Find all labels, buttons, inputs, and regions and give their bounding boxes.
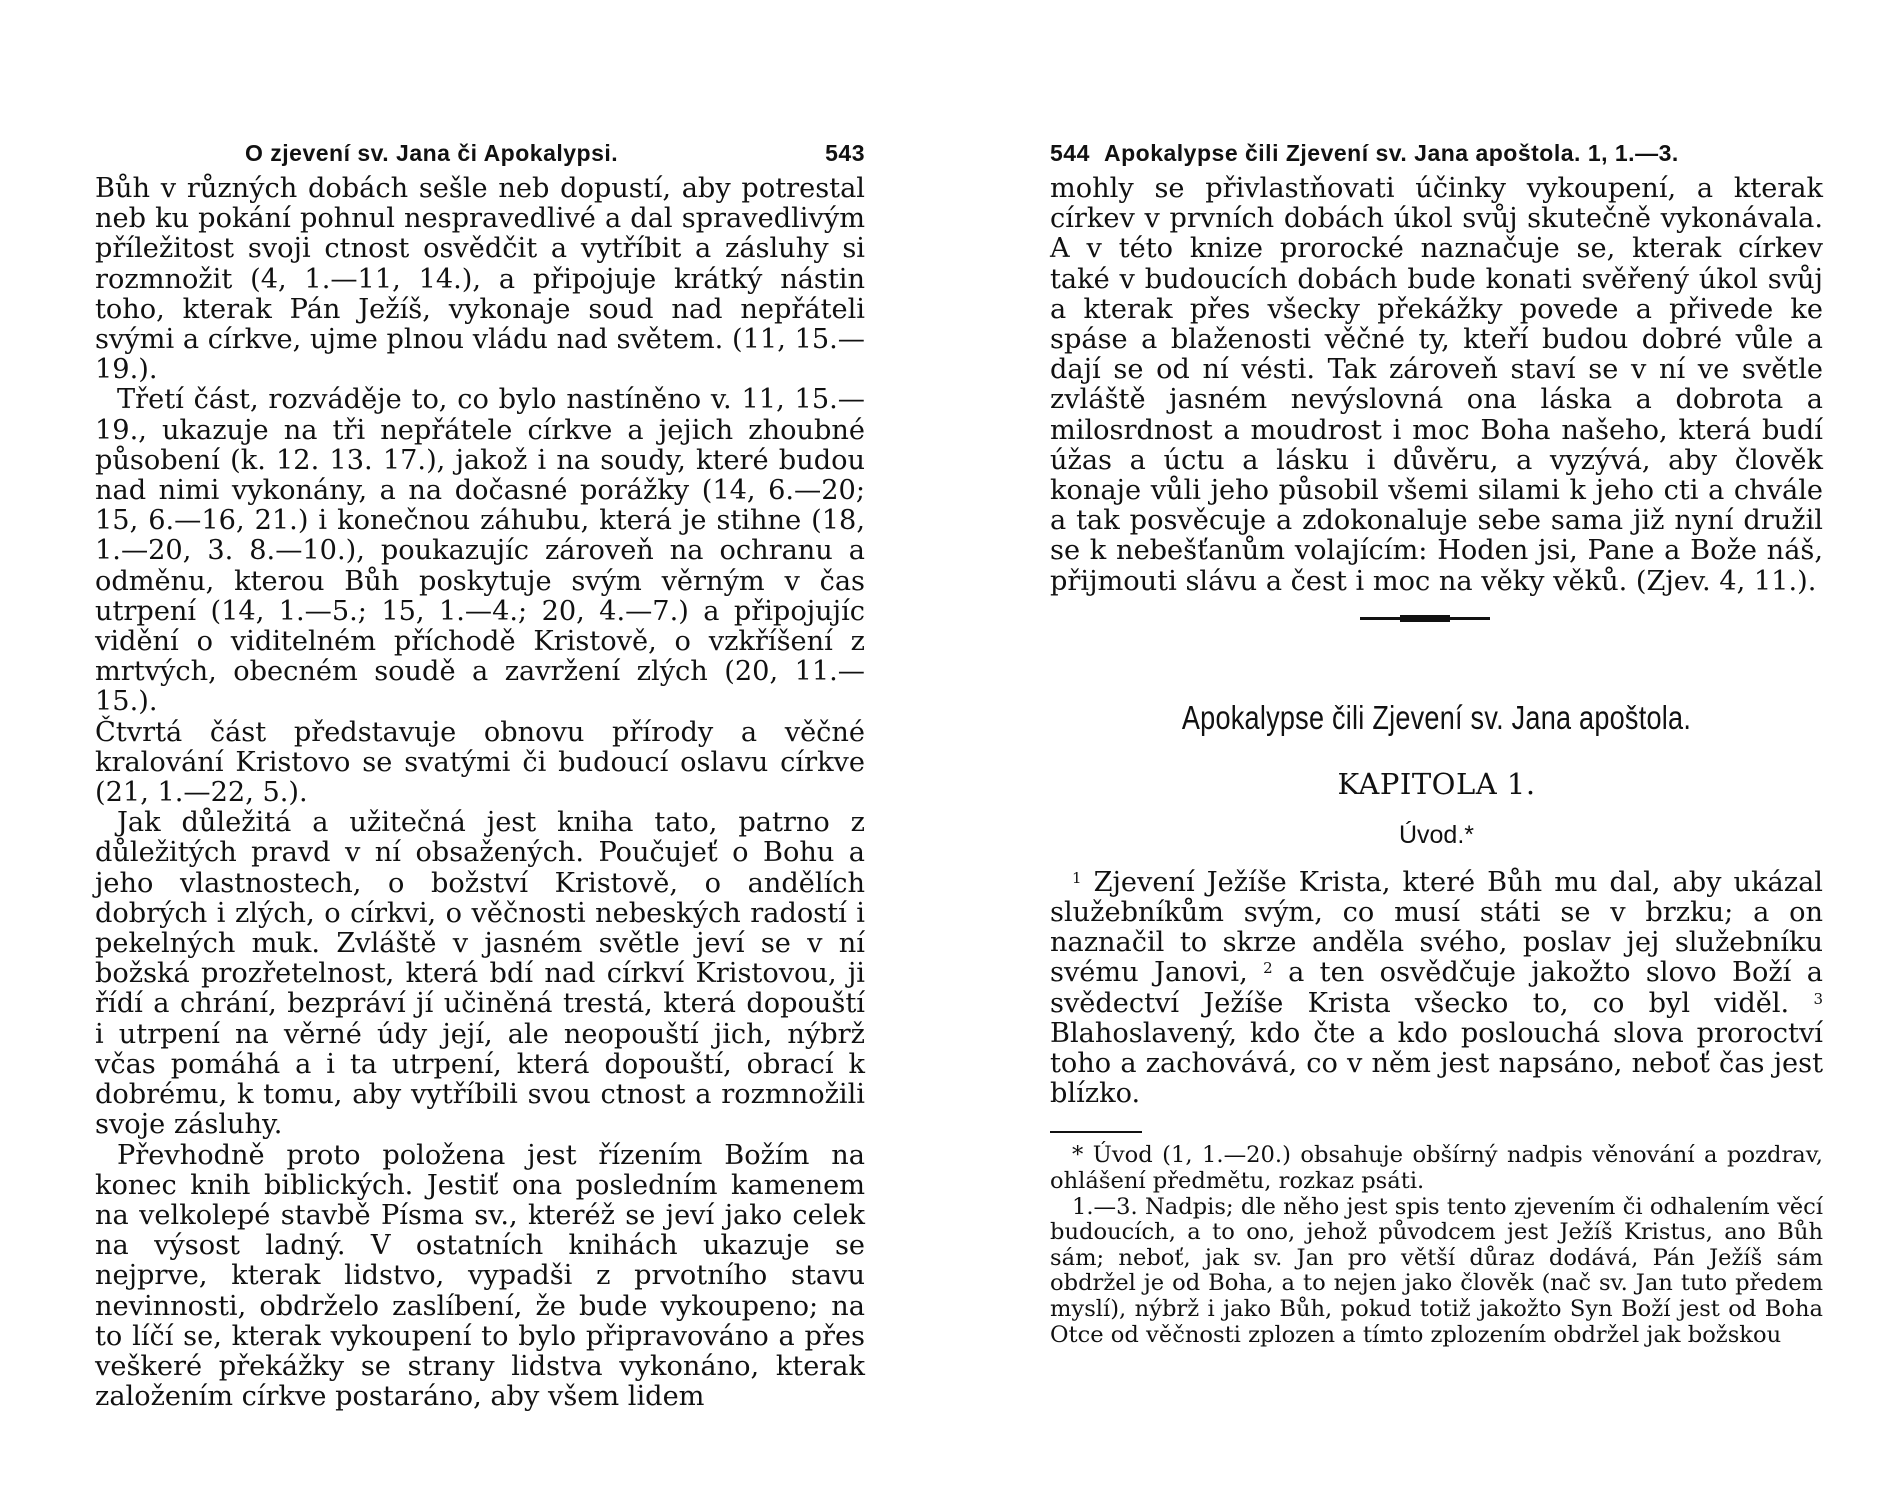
book-title: Apokalypse čili Zjevení sv. Jana apoštola. [1181,698,1692,736]
chapter-heading: KAPITOLA 1. [1337,766,1536,801]
right-running-title: Apokalypse čili Zjevení sv. Jana apoštola. 1, 1.—3. [1104,140,1679,166]
verse-text: Blahoslavený, kdo čte a kdo poslouchá slova proroctví toho a zachovává, co v něm jest napsáno, neboť čas jest blízko. [1050,1017,1823,1110]
right-running-head [1050,140,1823,174]
footnote-rule [1050,1131,1142,1133]
left-running-head [95,140,865,174]
footnote: 1.—3. Nadpis; dle něho jest spis tento zjevením či odhalením věcí budoucích, a to ono, jehož původcem jest Ježíš Kristus, ano Bůh sám; neboť, jak sv. Jan pro větší důraz dodává, Pán Ježíš sám obdržel je od Boha, a to nejen jako člověk (nač sv. Jan tuto předem myslí), nýbrž i jako Bůh, pokud totiž jakožto Syn Boží jest od Boha Otce od věčnosti zplozen a tímto zplozením obdržel jak božskou [1050,1193,1823,1348]
left-paragraph: Jak důležitá a užitečná jest kniha tato, patrno z důležitých pravd v ní obsažených. Poučujeť o Bohu a jeho vlastnostech, o božství Kristově, o andělích dobrých i zlých, o církvi, o věčnosti nebeských radostí i pekelných muk. Zvláště v jasném světle jeví se v ní božská prozřetelnost, která bdí nad církví Kristovou, ji řídí a chrání, bezpráví jí učiněná trestá, která dopouští i utrpení na věrné údy její, ale neopouští jich, nýbrž včas pomáhá a i ta utrpení, která dopouští, obrací k dobrému, k tomu, aby vytříbili svou ctnost a rozmnožili svoje zásluhy. [95,807,865,1141]
verse-text: a ten osvědčuje jakožto slovo Boží a svědectví Ježíše Krista všecko to, co byl viděl. [1050,957,1823,1019]
left-paragraph: Převhodně proto položena jest řízením Božím na konec knih biblických. Jestiť ona posledním kamenem na velkolepé stavbě Písma sv., kteréž se jeví jako celek na výsost ladný. V ostatních knihách ukazuje se nejprve, kterak lidstvo, vypadši z prvotního stavu nevinnosti, obdrželo zaslíbení, že bude vykoupeno; na to líčí se, kterak vykoupení to bylo připravováno a přes veškeré překážky se strany lidstva vykonáno, kterak založením církve postaráno, aby všem lidem [95,1139,865,1413]
left-page [95,140,865,1412]
left-body-text [95,174,865,1412]
left-page-number: 543 [825,140,865,166]
footnote: * Úvod (1, 1.—20.) obsahuje obšírný nadpis věnování a pozdrav, ohlášení předmětu, rozkaz psáti. [1050,1142,1823,1195]
right-page [1050,140,1823,1348]
verse-text: Zjevení Ježíše Krista, které Bůh mu dal, aby ukázal služebníkům svým, co musí státi se v brzku; a on naznačil to skrze anděla svého, poslav jej služebníku svému Janovi, [1050,866,1823,989]
right-page-number: 544 [1050,140,1090,166]
footnotes [1050,1143,1823,1348]
left-paragraph: Bůh v různých dobách sešle neb dopustí, aby potrestal neb ku pokání pohnul nespravedlivé a dal spravedlivým příležitost svoji ctnost osvědčit a vytříbit a zásluhy si rozmnožit (4, 1.—11, 14.), a připojuje krátký nástin toho, kterak Pán Ježíš, vykonaje soud nad nepřáteli svými a církve, ujme plnou vládu nad světem. (11, 15.—19.). [95,173,865,386]
right-body-text [1050,174,1823,597]
left-running-title: O zjevení sv. Jana či Apokalypsi. [245,140,619,166]
left-paragraph: Čtvrtá část představuje obnovu přírody a věčné kralování Kristovo se svatými či budoucí oslavu církve (21, 1.—22, 5.). [95,716,865,809]
continuation-paragraph: mohly se přivlastňovati účinky vykoupení, a kterak církev v prvních dobách úkol svůj skutečně vykonávala. A v této knize prorocké naznačuje se, kterak církev také v budoucích dobách bude konati svěřený úkol svůj a kterak přes všecky překážky povede a přivede ke spáse a blaženosti věčné ty, kteří budou dobré vůle a dají se od ní vésti. Tak zároveň staví se v ní ve světle zvláště jasném nevýslovná ona láska a dobrota a milosrdnost a moudrost i moc Boha našeho, která budí úžas a úctu a lásku i důvěru, a vyzývá, aby člověk konaje vůli jeho působil všemi silami k jeho cti a chvále a tak posvěcuje a zdokonaluje sebe sama již nyní družil se k nebešťanům volajícím: Hoden jsi, Pane a Bože náš, přijmouti slávu a čest i moc na věky věků. (Zjev. 4, 11.). [1050,173,1823,597]
verse-number: 2 [1263,959,1273,978]
verse-number: 3 [1813,989,1823,1008]
section-heading: Úvod.* [1398,820,1475,849]
verses [1050,868,1823,1110]
verse-number: 1 [1072,868,1082,887]
section-divider-ornament [1050,597,1823,637]
verse-paragraph [1050,868,1823,1110]
left-paragraph: Třetí část, rozváděje to, co bylo nastíněno v. 11, 15.—19., ukazuje na tři nepřátele církve a jejich zhoubné působení (k. 12. 13. 17.), jakož i na soudy, které budou nad nimi vykonány, a na dočasné porážky (14, 6.—20; 15, 6.—16, 21.) i konečnou záhubu, která je stihne (18, 1.—20, 3. 8.—10.), poukazujíc zároveň na ochranu a odměnu, kterou Bůh poskytuje svým věrným v čas utrpení (14, 1.—5.; 15, 1.—4.; 20, 4.—7.) a připojujíc vidění o viditelném příchodě Kristově, o vzkříšení z mrtvých, obecném soudě a zavržení zlých (20, 11.—15.). [95,384,865,718]
